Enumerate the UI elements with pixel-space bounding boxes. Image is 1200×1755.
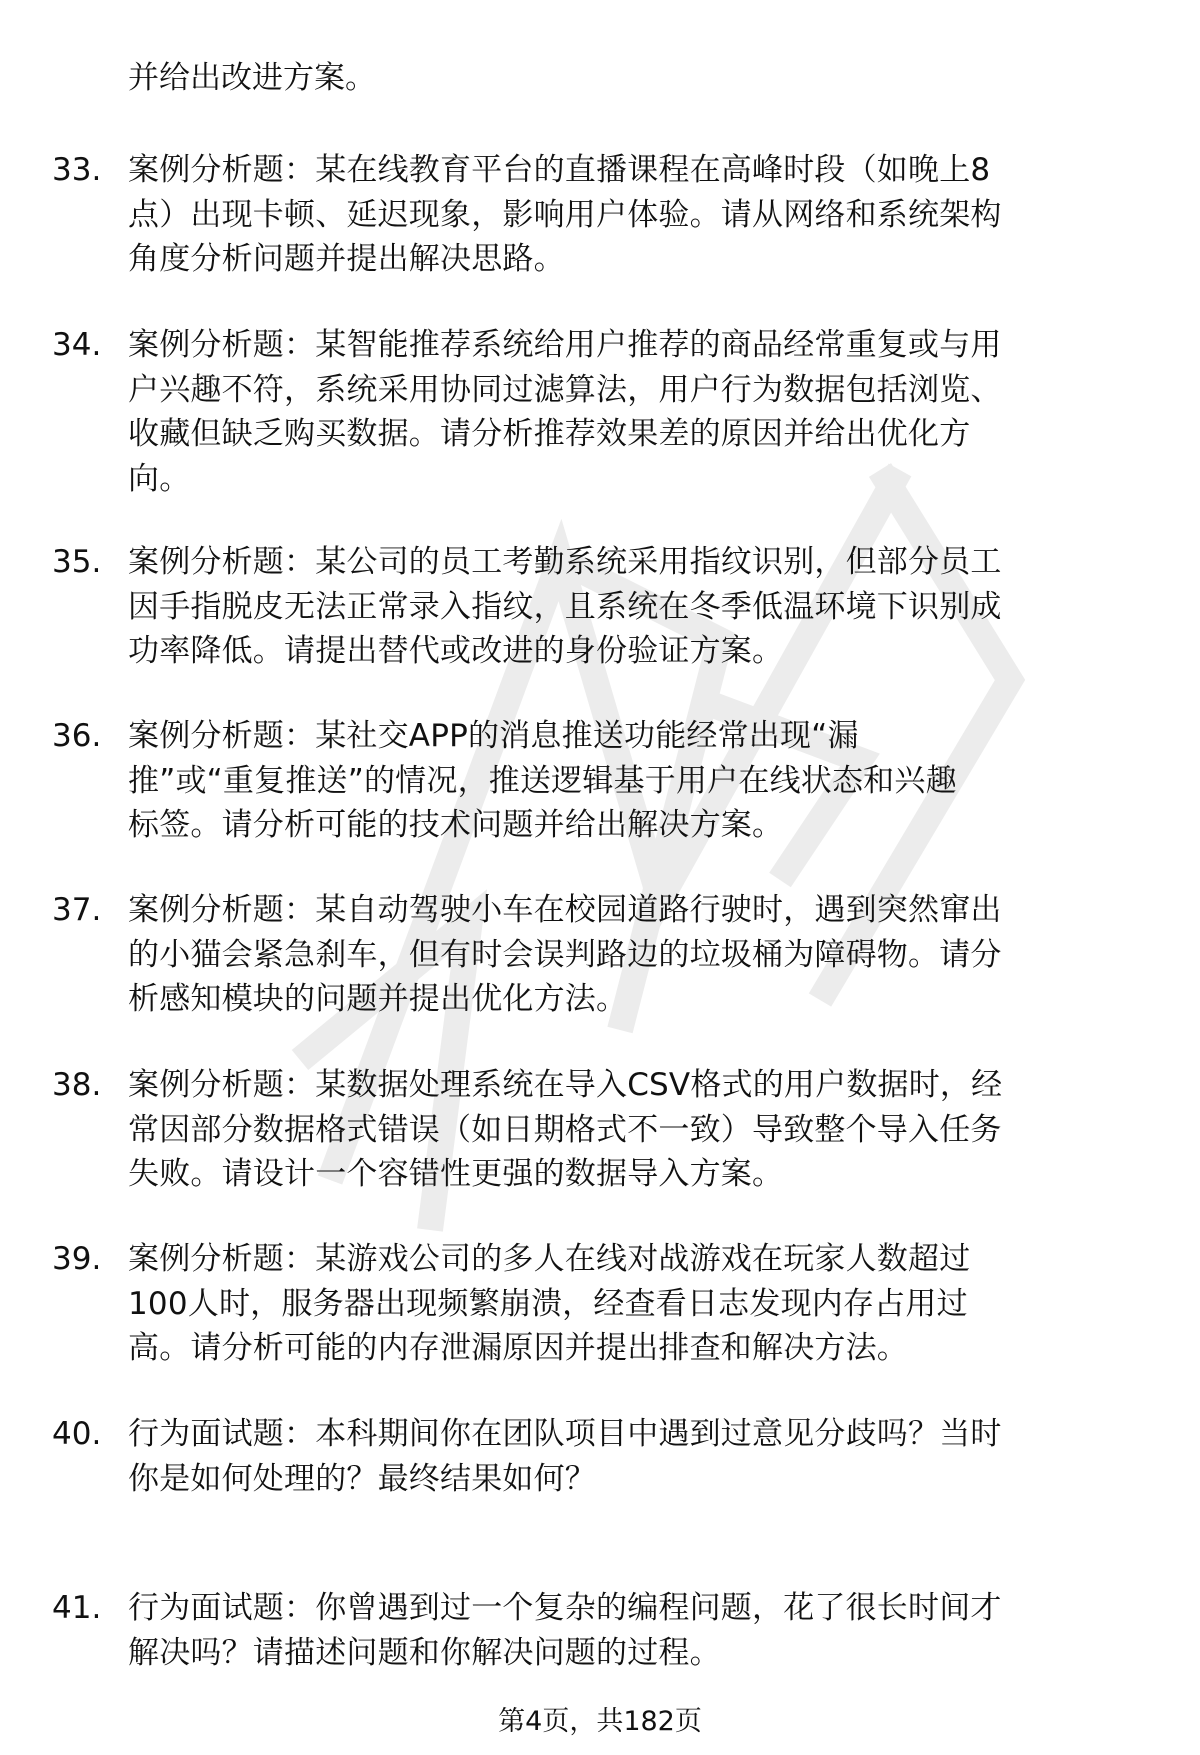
text-line: 案例分析题：某数据处理系统在导入CSV格式的用户数据时，经 (128, 1067, 1003, 1103)
question-number: 40. (52, 1416, 102, 1452)
question-text (128, 323, 1140, 501)
question-number: 38. (52, 1067, 102, 1103)
text-line: 解决吗？请描述问题和你解决问题的过程。 (128, 1634, 721, 1671)
text-line: 案例分析题：某智能推荐系统给用户推荐的商品经常重复或与用 (128, 327, 1002, 363)
text-line: 100人时，服务器出现频繁崩溃，经查看日志发现内存占用过 (128, 1285, 968, 1322)
text-line: 收藏但缺乏购买数据。请分析推荐效果差的原因并给出优化方 (128, 416, 971, 452)
question-text (128, 1586, 1140, 1675)
text-line: 行为面试题：本科期间你在团队项目中遇到过意见分歧吗？当时 (128, 1416, 1002, 1452)
text-line: 推”或“重复推送”的情况，推送逻辑基于用户在线状态和兴趣 (128, 762, 957, 799)
text-line: 向。 (128, 460, 191, 497)
text-line: 标签。请分析可能的技术问题并给出解决方案。 (128, 807, 784, 843)
continuation-text: 并给出改进方案。 (128, 60, 376, 96)
question-number: 34. (52, 327, 102, 363)
question-text (128, 1237, 1140, 1371)
text-line: 案例分析题：某社交APP的消息推送功能经常出现“漏 (128, 718, 859, 754)
question-text (128, 714, 1140, 848)
text-line: 案例分析题：某公司的员工考勤系统采用指纹识别，但部分员工 (128, 544, 1002, 580)
text-line: 高。请分析可能的内存泄漏原因并提出排查和解决方法。 (128, 1330, 908, 1366)
question-number: 33. (52, 152, 102, 188)
question-number: 36. (52, 718, 102, 754)
question-text (128, 1412, 1140, 1501)
text-line: 案例分析题：某自动驾驶小车在校园道路行驶时，遇到突然窜出 (128, 892, 1002, 928)
question-text (128, 1063, 1140, 1197)
question-number: 39. (52, 1241, 102, 1277)
text-line: 点）出现卡顿、延迟现象，影响用户体验。请从网络和系统架构 (128, 196, 1002, 233)
question-number: 41. (52, 1590, 102, 1626)
question-text (128, 148, 1140, 282)
text-line: 案例分析题：某游戏公司的多人在线对战游戏在玩家人数超过 (128, 1241, 971, 1277)
question-number: 35. (52, 544, 102, 580)
question-text (128, 540, 1140, 674)
text-line: 行为面试题：你曾遇到过一个复杂的编程问题，花了很长时间才 (128, 1590, 1002, 1626)
question-text (128, 888, 1140, 1022)
text-line: 失败。请设计一个容错性更强的数据导入方案。 (128, 1156, 784, 1192)
text-line: 案例分析题：某在线教育平台的直播课程在高峰时段（如晚上8 (128, 152, 991, 188)
text-line: 析感知模块的问题并提出优化方法。 (128, 981, 628, 1017)
question-number: 37. (52, 892, 102, 928)
text-line: 因手指脱皮无法正常录入指纹，且系统在冬季低温环境下识别成 (128, 588, 1002, 625)
text-line: 功率降低。请提出替代或改进的身份验证方案。 (128, 633, 784, 669)
text-line: 常因部分数据格式错误（如日期格式不一致）导致整个导入任务 (128, 1111, 1002, 1148)
text-line: 角度分析问题并提出解决思路。 (128, 241, 565, 277)
page-indicator: 第4页，共182页 (498, 1706, 702, 1737)
text-line: 你是如何处理的？最终结果如何？ (128, 1460, 596, 1497)
text-line: 的小猫会紧急刹车，但有时会误判路边的垃圾桶为障碍物。请分 (128, 936, 1002, 973)
text-line: 户兴趣不符，系统采用协同过滤算法，用户行为数据包括浏览、 (128, 371, 1002, 408)
